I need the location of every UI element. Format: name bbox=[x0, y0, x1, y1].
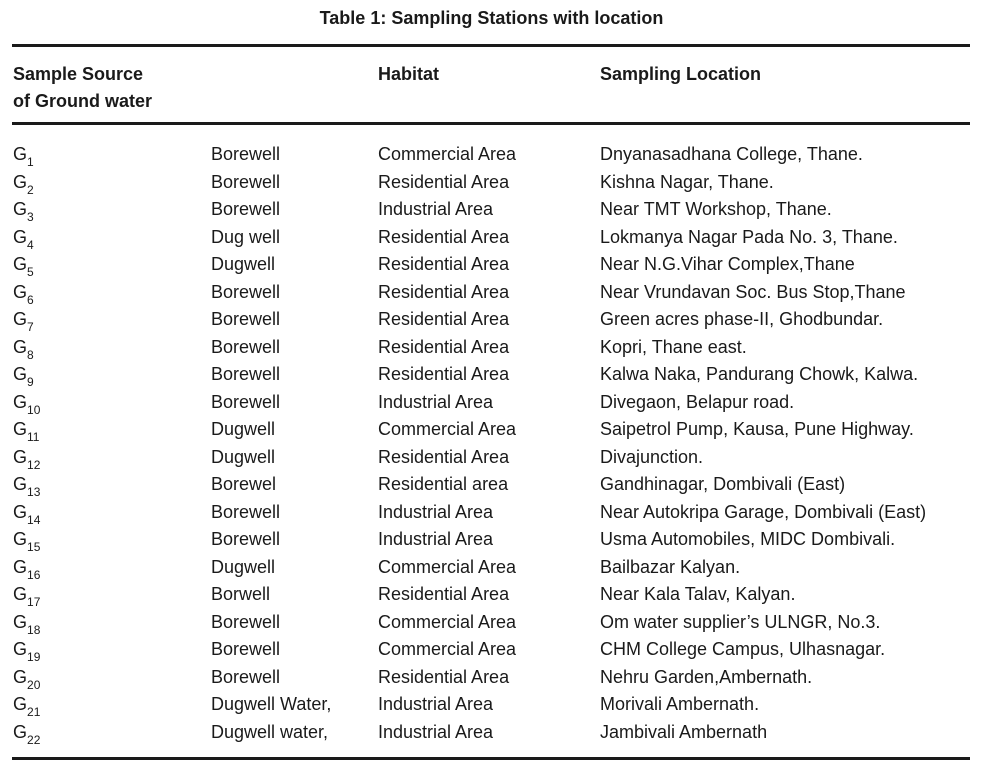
sampling-location: Kalwa Naka, Pandurang Chowk, Kalwa. bbox=[600, 364, 919, 384]
station-letter: G bbox=[13, 336, 28, 357]
sample-source: Dugwell Water, bbox=[211, 694, 332, 714]
table-row bbox=[0, 169, 983, 197]
station-number: 4 bbox=[27, 237, 34, 252]
habitat: Residential Area bbox=[378, 584, 510, 604]
table-row bbox=[0, 196, 983, 224]
table-top-rule bbox=[12, 44, 970, 47]
sample-source: Borewell bbox=[211, 309, 281, 329]
sampling-location: Near TMT Workshop, Thane. bbox=[600, 199, 832, 219]
header-sampling-location: Sampling Location bbox=[600, 64, 762, 84]
habitat: Industrial Area bbox=[378, 721, 494, 742]
station-number: 9 bbox=[27, 375, 34, 389]
habitat: Industrial Area bbox=[378, 501, 494, 522]
station-id bbox=[13, 334, 34, 364]
habitat: Residential Area bbox=[378, 336, 510, 357]
habitat: Residential Area bbox=[378, 226, 510, 247]
station-number: 11 bbox=[27, 430, 40, 444]
station-id bbox=[13, 361, 34, 391]
table-row bbox=[0, 609, 983, 637]
habitat: Residential Area bbox=[378, 446, 510, 467]
sample-source: Borewell bbox=[211, 144, 281, 164]
station-id bbox=[13, 279, 34, 309]
station-letter: G bbox=[13, 611, 28, 632]
station-id bbox=[13, 719, 40, 749]
station-id bbox=[13, 306, 34, 336]
table-row bbox=[0, 581, 983, 609]
station-number: 22 bbox=[27, 732, 41, 747]
station-letter: G bbox=[13, 171, 28, 192]
habitat: Residential Area bbox=[378, 666, 510, 687]
table-row bbox=[0, 361, 983, 389]
habitat: Industrial Area bbox=[378, 694, 494, 714]
sample-source: Borewell bbox=[211, 281, 281, 302]
sampling-location: Morivali Ambernath. bbox=[600, 694, 760, 714]
station-number: 6 bbox=[27, 292, 34, 307]
station-letter: G bbox=[13, 254, 28, 274]
sample-source: Dugwell bbox=[211, 556, 276, 577]
sample-source: Dugwell bbox=[211, 446, 276, 467]
station-number: 1 bbox=[27, 155, 34, 169]
table-row bbox=[0, 554, 983, 582]
station-number: 5 bbox=[27, 265, 34, 279]
sampling-location: Jambivali Ambernath bbox=[600, 721, 768, 742]
habitat: Commercial Area bbox=[378, 639, 517, 659]
station-id bbox=[13, 471, 40, 501]
table-bottom-rule bbox=[12, 757, 970, 760]
station-number: 13 bbox=[27, 485, 41, 499]
station-number: 18 bbox=[27, 622, 41, 637]
habitat: Commercial Area bbox=[378, 611, 517, 632]
sample-source: Borewell bbox=[211, 336, 281, 357]
sample-source: Borewell bbox=[211, 171, 281, 192]
station-number: 20 bbox=[27, 677, 41, 692]
sample-source: Dugwell bbox=[211, 419, 276, 439]
station-id bbox=[13, 526, 40, 556]
station-letter: G bbox=[13, 309, 28, 329]
sampling-location: Near Vrundavan Soc. Bus Stop,Thane bbox=[600, 281, 906, 302]
sampling-location: Near Autokripa Garage, Dombivali (East) bbox=[600, 501, 927, 522]
table-row bbox=[0, 334, 983, 362]
station-id bbox=[13, 196, 34, 226]
station-letter: G bbox=[13, 666, 28, 687]
station-letter: G bbox=[13, 639, 28, 659]
sample-source: Borewell bbox=[211, 199, 281, 219]
table-row bbox=[0, 279, 983, 307]
station-number: 16 bbox=[27, 567, 41, 582]
habitat: Industrial Area bbox=[378, 391, 494, 412]
table-row bbox=[0, 499, 983, 527]
table-body bbox=[0, 141, 983, 746]
station-number: 8 bbox=[27, 347, 34, 362]
station-letter: G bbox=[13, 474, 28, 494]
habitat: Industrial Area bbox=[378, 529, 494, 549]
sampling-location: Lokmanya Nagar Pada No. 3, Thane. bbox=[600, 226, 898, 247]
station-letter: G bbox=[13, 529, 28, 549]
station-id bbox=[13, 581, 40, 611]
station-number: 21 bbox=[27, 705, 41, 719]
table-caption: Table 1: Sampling Stations with location bbox=[319, 8, 664, 28]
station-number: 17 bbox=[27, 595, 41, 609]
table-row bbox=[0, 389, 983, 417]
station-letter: G bbox=[13, 144, 28, 164]
sampling-location: Nehru Garden,Ambernath. bbox=[600, 666, 813, 687]
habitat: Residential area bbox=[378, 474, 509, 494]
sample-source: Borwell bbox=[211, 584, 271, 604]
sampling-location: Saipetrol Pump, Kausa, Pune Highway. bbox=[600, 419, 914, 439]
station-number: 10 bbox=[27, 402, 41, 417]
station-id bbox=[13, 664, 40, 694]
sample-source: Borewell bbox=[211, 611, 281, 632]
station-id bbox=[13, 141, 34, 171]
station-letter: G bbox=[13, 501, 28, 522]
station-number: 7 bbox=[27, 320, 34, 334]
station-letter: G bbox=[13, 721, 28, 742]
station-letter: G bbox=[13, 419, 28, 439]
station-letter: G bbox=[13, 584, 28, 604]
station-letter: G bbox=[13, 391, 28, 412]
habitat: Residential Area bbox=[378, 364, 510, 384]
habitat: Residential Area bbox=[378, 171, 510, 192]
table-row bbox=[0, 636, 983, 664]
station-id bbox=[13, 389, 40, 419]
table-row bbox=[0, 471, 983, 499]
sampling-location: CHM College Campus, Ulhasnagar. bbox=[600, 639, 886, 659]
station-letter: G bbox=[13, 364, 28, 384]
sampling-location: Gandhinagar, Dombivali (East) bbox=[600, 474, 846, 494]
sample-source: Borewell bbox=[211, 529, 281, 549]
habitat: Commercial Area bbox=[378, 419, 517, 439]
table-row bbox=[0, 224, 983, 252]
sample-source: Borewell bbox=[211, 666, 281, 687]
station-number: 19 bbox=[27, 650, 41, 664]
station-letter: G bbox=[13, 694, 28, 714]
station-id bbox=[13, 169, 34, 199]
station-id bbox=[13, 636, 40, 666]
table-row bbox=[0, 141, 983, 169]
table-row bbox=[0, 691, 983, 719]
station-letter: G bbox=[13, 226, 28, 247]
header-bottom-rule bbox=[12, 122, 970, 125]
table-row bbox=[0, 719, 983, 747]
habitat: Residential Area bbox=[378, 309, 510, 329]
table-row bbox=[0, 251, 983, 279]
habitat: Residential Area bbox=[378, 281, 510, 302]
station-id bbox=[13, 251, 34, 281]
sampling-location: Dnyanasadhana College, Thane. bbox=[600, 144, 863, 164]
habitat: Commercial Area bbox=[378, 144, 517, 164]
station-number: 3 bbox=[27, 210, 34, 224]
sample-source: Dugwell water, bbox=[211, 721, 329, 742]
station-id bbox=[13, 499, 40, 529]
sampling-location: Bailbazar Kalyan. bbox=[600, 556, 741, 577]
station-number: 2 bbox=[27, 182, 34, 197]
sample-source: Dug well bbox=[211, 226, 281, 247]
habitat: Commercial Area bbox=[378, 556, 517, 577]
sampling-location: Divajunction. bbox=[600, 446, 704, 467]
table-row bbox=[0, 526, 983, 554]
station-number: 12 bbox=[27, 457, 41, 472]
sampling-location: Kishna Nagar, Thane. bbox=[600, 171, 774, 192]
sampling-location: Green acres phase-II, Ghodbundar. bbox=[600, 309, 884, 329]
table-row bbox=[0, 306, 983, 334]
sample-source: Dugwell bbox=[211, 254, 276, 274]
habitat: Industrial Area bbox=[378, 199, 494, 219]
sample-source: Borewell bbox=[211, 391, 281, 412]
sampling-location: Near Kala Talav, Kalyan. bbox=[600, 584, 796, 604]
sampling-location: Kopri, Thane east. bbox=[600, 336, 747, 357]
sample-source: Borewell bbox=[211, 639, 281, 659]
sample-source: Borewell bbox=[211, 364, 281, 384]
table-row bbox=[0, 664, 983, 692]
station-number: 14 bbox=[27, 512, 41, 527]
station-letter: G bbox=[13, 556, 28, 577]
station-id bbox=[13, 554, 40, 584]
station-id bbox=[13, 224, 34, 254]
station-id bbox=[13, 444, 40, 474]
habitat: Residential Area bbox=[378, 254, 510, 274]
table-row bbox=[0, 416, 983, 444]
station-letter: G bbox=[13, 281, 28, 302]
sampling-location: Near N.G.Vihar Complex,Thane bbox=[600, 254, 855, 274]
sampling-location: Om water supplier’s ULNGR, No.3. bbox=[600, 611, 881, 632]
station-letter: G bbox=[13, 446, 28, 467]
table-row bbox=[0, 444, 983, 472]
header-sample-source: Sample Source of Ground water bbox=[13, 64, 152, 111]
sample-source: Borewell bbox=[211, 501, 281, 522]
station-number: 15 bbox=[27, 540, 41, 554]
sampling-location: Usma Automobiles, MIDC Dombivali. bbox=[600, 529, 896, 549]
station-id bbox=[13, 691, 40, 721]
header-habitat: Habitat bbox=[378, 64, 440, 84]
sampling-location: Divegaon, Belapur road. bbox=[600, 391, 795, 412]
station-id bbox=[13, 416, 39, 446]
station-id bbox=[13, 609, 40, 639]
sample-source: Borewel bbox=[211, 474, 277, 494]
station-letter: G bbox=[13, 199, 28, 219]
